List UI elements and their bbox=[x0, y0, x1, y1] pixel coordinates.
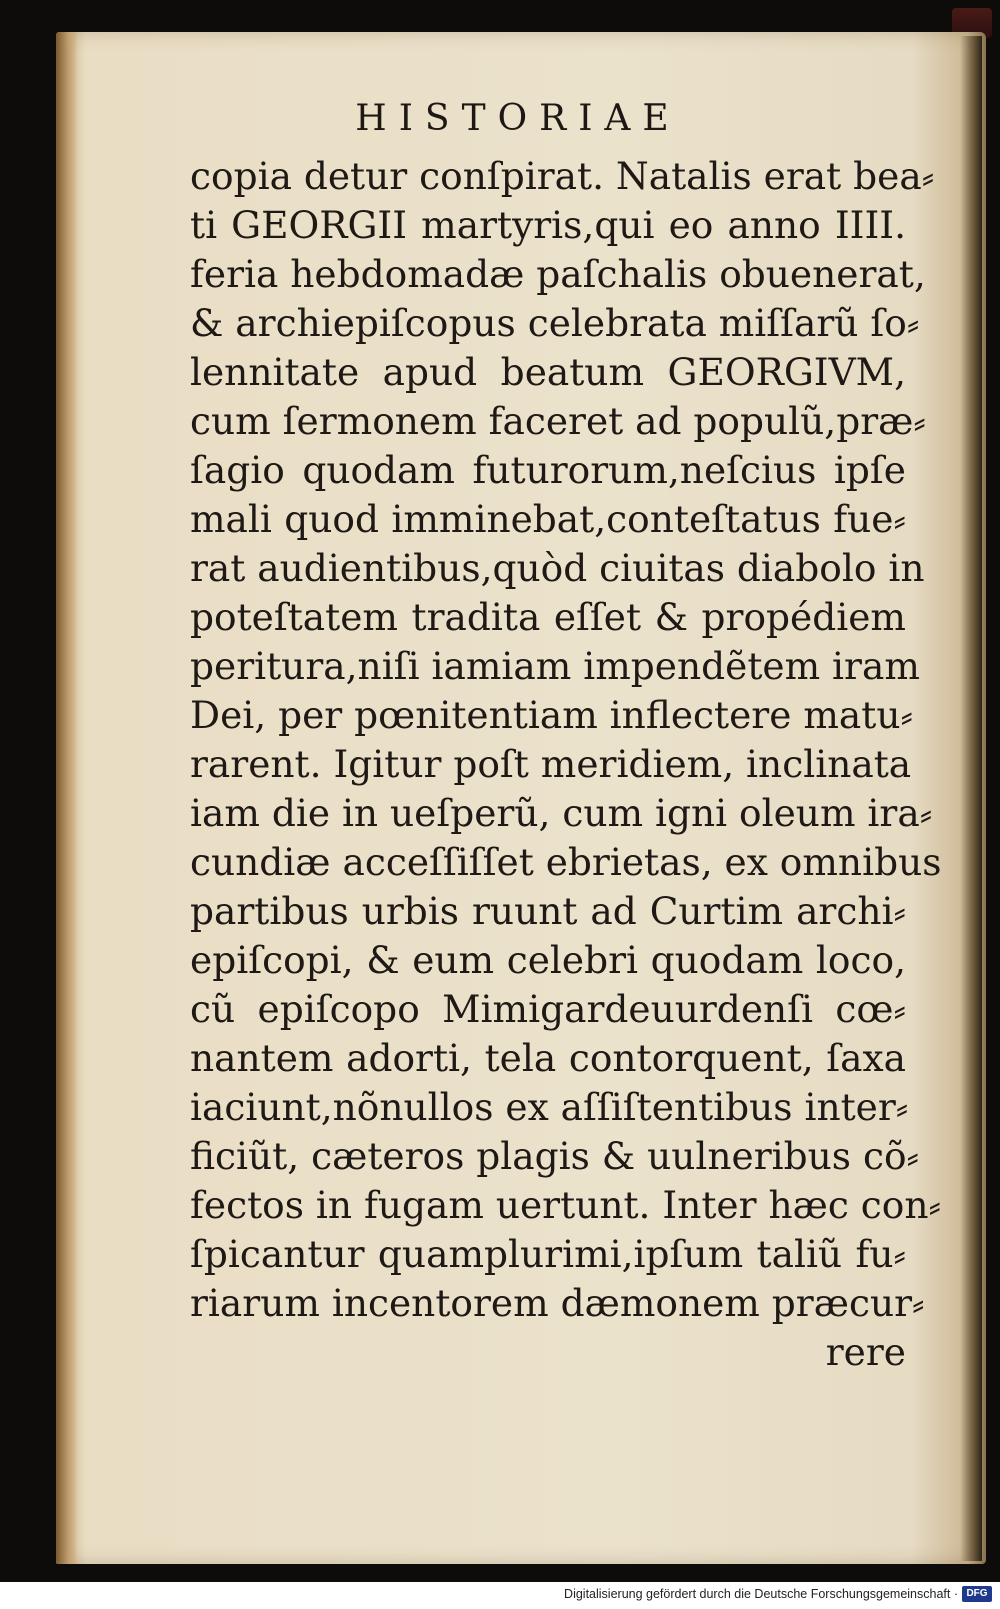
dfg-logo: DFG bbox=[962, 1586, 992, 1602]
catchword: rere bbox=[825, 1330, 906, 1374]
text-line: poteſtatem tradita eſſet & propédiem bbox=[190, 595, 906, 639]
text-line: peritura,niſi iamiam impendẽtem iram bbox=[190, 644, 920, 688]
text-line: rarent. Igitur poſt meridiem, inclinata bbox=[190, 742, 912, 786]
text-line: iam die in ueſperũ, cum igni oleum ira⸗ bbox=[190, 791, 933, 835]
text-line: cũ epiſcopo Mimigardeuurdenſi cœ⸗ bbox=[190, 987, 906, 1031]
footer-credit: Digitalisierung gefördert durch die Deutsche Forschungsgemeinschaft · bbox=[564, 1587, 958, 1601]
text-line: Dei, per pœnitentiam inflectere matu⸗ bbox=[190, 693, 913, 737]
text-line: fectos in fugam uertunt. Inter hæc con⸗ bbox=[190, 1183, 941, 1227]
text-line: ficiũt, cæteros plagis & uulneribus cõ⸗ bbox=[190, 1134, 920, 1178]
text-line: ti GEORGII martyris,qui eo anno IIII. bbox=[190, 203, 906, 247]
footer-bar bbox=[0, 1582, 1000, 1609]
running-head: HISTORIAE bbox=[355, 98, 681, 139]
text-line: & archiepiſcopus celebrata miſſarũ ſo⸗ bbox=[190, 301, 920, 345]
text-line: feria hebdomadæ paſchalis obuenerat, bbox=[190, 252, 926, 296]
text-line: riarum incentorem dæmonem præcur⸗ bbox=[190, 1281, 925, 1325]
text-line: epiſcopi, & eum celebri quodam loco, bbox=[190, 938, 906, 982]
text-line: iaciunt,nõnullos ex aſſiſtentibus inter⸗ bbox=[190, 1085, 909, 1129]
page-edge-right bbox=[960, 36, 982, 1561]
text-line: ſagio quodam futurorum,neſcius ipſe bbox=[190, 448, 906, 492]
text-line: mali quod imminebat,conteſtatus fue⸗ bbox=[190, 497, 906, 541]
text-line: lennitate apud beatum GEORGIVM, bbox=[190, 350, 906, 394]
text-line: copia detur conſpirat. Natalis erat bea⸗ bbox=[190, 154, 935, 198]
page-gutter-left bbox=[56, 32, 78, 1564]
text-line: nantem adorti, tela contorquent, ſaxa bbox=[190, 1036, 906, 1080]
text-line: cundiæ acceſſiſſet ebrietas, ex omnibus bbox=[190, 840, 942, 884]
text-block bbox=[190, 152, 942, 1377]
text-line: partibus urbis ruunt ad Curtim archi⸗ bbox=[190, 889, 906, 933]
text-line: rat audientibus,quòd ciuitas diabolo in bbox=[190, 546, 925, 590]
text-line: ſpicantur quamplurimi,ipſum taliũ fu⸗ bbox=[190, 1232, 906, 1276]
text-line: cum ſermonem faceret ad populũ,præ⸗ bbox=[190, 399, 926, 443]
